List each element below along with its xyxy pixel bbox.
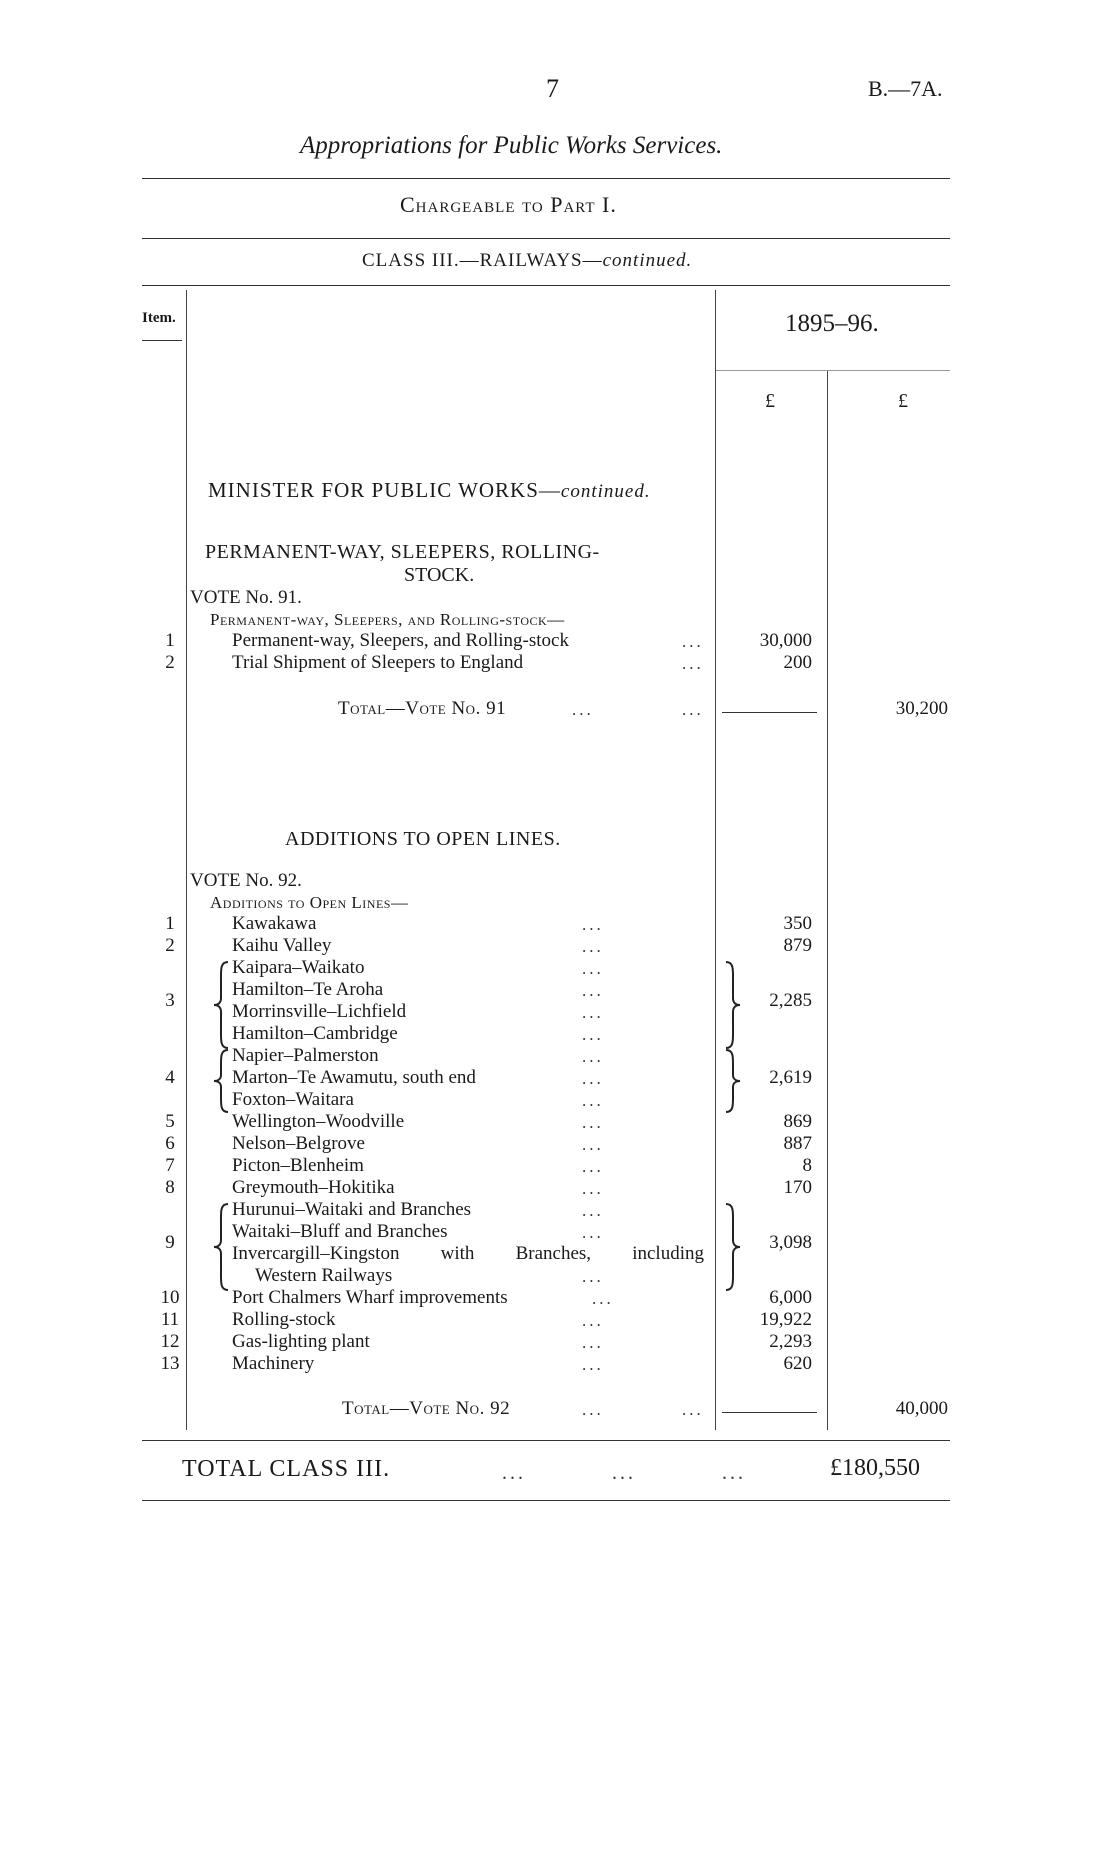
line-item-amount: 30,000 xyxy=(759,630,812,651)
leader-dots: ... xyxy=(582,1201,604,1220)
item-number: 4 xyxy=(165,1067,175,1088)
rule-table-top xyxy=(142,285,950,286)
right-brace-icon xyxy=(724,960,742,1050)
vote-91-subheading: Permanent-way, Sleepers, and Rolling-stock— xyxy=(210,610,565,629)
rule-year-underline xyxy=(716,370,950,371)
item-number: 1 xyxy=(165,630,175,651)
line-item-description: Wellington–Woodville xyxy=(232,1111,405,1132)
leader-dots: ... xyxy=(582,1025,604,1044)
page-number: 7 xyxy=(546,74,559,103)
document-reference: B.—7A. xyxy=(868,76,943,101)
item-number: 10 xyxy=(160,1287,180,1308)
line-item-description: Marton–Te Awamutu, south end xyxy=(232,1067,476,1088)
line-item-description: Gas-lighting plant xyxy=(232,1331,370,1352)
leader-dots: ... xyxy=(582,1135,604,1154)
line-item-description: Foxton–Waitara xyxy=(232,1089,354,1110)
line-item-description: Permanent-way, Sleepers, and Rolling-stock xyxy=(232,630,569,651)
line-item-amount: 887 xyxy=(783,1133,812,1154)
rule-top xyxy=(142,178,950,179)
minister-heading-main: MINISTER FOR PUBLIC WORKS— xyxy=(208,478,561,502)
column-header-year: 1895–96. xyxy=(785,310,879,337)
line-item-description: Nelson–Belgrove xyxy=(232,1133,365,1154)
line-item-description: Western Railways xyxy=(255,1265,393,1286)
line-item-description: Hamilton–Cambridge xyxy=(232,1023,398,1044)
item-number: 11 xyxy=(160,1309,180,1330)
vote-91-total-label: Total—Vote No. 91 xyxy=(338,698,507,719)
class-heading-main: CLASS III.—RAILWAYS— xyxy=(362,250,603,271)
leader-dots: ... xyxy=(582,981,604,1000)
subtotal-rule xyxy=(722,1412,817,1413)
leader-dots: ... xyxy=(582,915,604,934)
column-header-pound-total: £ xyxy=(898,390,908,412)
line-item-description: Rolling-stock xyxy=(232,1309,336,1330)
line-item-amount: 3,098 xyxy=(769,1232,812,1253)
item-number: 6 xyxy=(165,1133,175,1154)
chargeable-heading: Chargeable to Part I. xyxy=(400,192,617,217)
item-number: 1 xyxy=(165,913,175,934)
leader-dots: ... xyxy=(722,1462,746,1484)
left-brace-icon xyxy=(212,1048,230,1114)
vote-92-subheading: Additions to Open Lines— xyxy=(210,893,409,912)
item-number: 7 xyxy=(165,1155,175,1176)
vote-91-label: VOTE No. 91. xyxy=(190,587,302,608)
line-item-amount: 2,619 xyxy=(769,1067,812,1088)
item-number: 9 xyxy=(165,1232,175,1253)
item-number: 3 xyxy=(165,990,175,1011)
grand-total-amount: £180,550 xyxy=(830,1455,920,1481)
minister-heading xyxy=(208,478,651,503)
line-item-amount: 8 xyxy=(802,1155,812,1176)
class-heading-suffix: continued. xyxy=(602,250,693,271)
leader-dots: ... xyxy=(682,654,704,673)
class-heading xyxy=(362,250,692,272)
section2-heading: ADDITIONS TO OPEN LINES. xyxy=(285,828,561,850)
vote-91-total: 30,200 xyxy=(895,698,948,719)
vote-92-label: VOTE No. 92. xyxy=(190,870,302,891)
leader-dots: ... xyxy=(682,700,704,719)
vote-92-total: 40,000 xyxy=(895,1398,948,1419)
line-item-description: Kaipara–Waikato xyxy=(232,957,365,978)
right-brace-icon xyxy=(724,1048,742,1114)
leader-dots: ... xyxy=(582,1223,604,1242)
column-divider-desc xyxy=(715,290,716,1430)
leader-dots: ... xyxy=(582,959,604,978)
line-item-description: Morrinsville–Lichfield xyxy=(232,1001,407,1022)
item-number: 2 xyxy=(165,935,175,956)
leader-dots: ... xyxy=(582,1400,604,1419)
item-number: 12 xyxy=(160,1331,180,1352)
leader-dots: ... xyxy=(582,1157,604,1176)
line-item-description: Hurunui–Waitaki and Branches xyxy=(232,1199,472,1220)
line-item-description: Hamilton–Te Aroha xyxy=(232,979,384,1000)
line-item-description: Napier–Palmerston xyxy=(232,1045,379,1066)
line-item-description: Trial Shipment of Sleepers to England xyxy=(232,652,524,673)
line-item-amount: 19,922 xyxy=(759,1309,812,1330)
item-number: 2 xyxy=(165,652,175,673)
item-header-underline xyxy=(142,340,182,341)
rule-grand-total-bottom xyxy=(142,1500,950,1501)
leader-dots: ... xyxy=(582,1003,604,1022)
leader-dots: ... xyxy=(502,1462,526,1484)
page-title: Appropriations for Public Works Services. xyxy=(300,132,723,159)
leader-dots: ... xyxy=(582,1069,604,1088)
line-item-description: Kaihu Valley xyxy=(232,935,332,956)
leader-dots: ... xyxy=(582,1091,604,1110)
leader-dots: ... xyxy=(682,632,704,651)
left-brace-icon xyxy=(212,960,230,1050)
column-divider-item xyxy=(186,290,187,1430)
leader-dots: ... xyxy=(582,1333,604,1352)
grand-total-label: TOTAL CLASS III. xyxy=(182,1456,391,1482)
line-item-amount: 869 xyxy=(783,1111,812,1132)
column-header-item: Item. xyxy=(142,310,176,326)
left-brace-icon xyxy=(212,1202,230,1292)
line-item-amount: 879 xyxy=(783,935,812,956)
minister-heading-suffix: continued. xyxy=(560,481,651,502)
leader-dots: ... xyxy=(572,700,594,719)
vote-92-total-label: Total—Vote No. 92 xyxy=(342,1398,511,1419)
section1-heading-line1: PERMANENT-WAY, SLEEPERS, ROLLING- xyxy=(205,541,600,563)
leader-dots: ... xyxy=(612,1462,636,1484)
item-number: 13 xyxy=(160,1353,180,1374)
section1-heading-line2: STOCK. xyxy=(404,564,475,586)
line-item-description: Picton–Blenheim xyxy=(232,1155,364,1176)
item-number: 8 xyxy=(165,1177,175,1198)
line-item-description: Machinery xyxy=(232,1353,315,1374)
line-item-amount: 2,293 xyxy=(769,1331,812,1352)
leader-dots: ... xyxy=(582,937,604,956)
item-number: 5 xyxy=(165,1111,175,1132)
column-divider-amount xyxy=(827,370,828,1430)
line-item-amount: 350 xyxy=(783,913,812,934)
line-item-amount: 620 xyxy=(783,1353,812,1374)
line-item-amount: 200 xyxy=(783,652,812,673)
leader-dots: ... xyxy=(582,1047,604,1066)
right-brace-icon xyxy=(724,1202,742,1292)
leader-dots: ... xyxy=(582,1179,604,1198)
line-item-description: Kawakawa xyxy=(232,913,317,934)
leader-dots: ... xyxy=(582,1267,604,1286)
leader-dots: ... xyxy=(582,1311,604,1330)
rule-grand-total-top xyxy=(142,1440,950,1441)
leader-dots: ... xyxy=(582,1113,604,1132)
line-item-description: Waitaki–Bluff and Branches xyxy=(232,1221,448,1242)
leader-dots: ... xyxy=(582,1355,604,1374)
subtotal-rule xyxy=(722,712,817,713)
line-item-description: Invercargill–Kingston with Branches, including xyxy=(232,1243,704,1264)
line-item-amount: 170 xyxy=(783,1177,812,1198)
rule-chargeable xyxy=(142,238,950,239)
line-item-description: Port Chalmers Wharf improvements xyxy=(232,1287,508,1308)
column-header-pound-detail: £ xyxy=(765,390,775,412)
leader-dots: ... xyxy=(592,1289,614,1308)
line-item-amount: 2,285 xyxy=(769,990,812,1011)
line-item-description: Greymouth–Hokitika xyxy=(232,1177,395,1198)
leader-dots: ... xyxy=(682,1400,704,1419)
line-item-amount: 6,000 xyxy=(769,1287,812,1308)
